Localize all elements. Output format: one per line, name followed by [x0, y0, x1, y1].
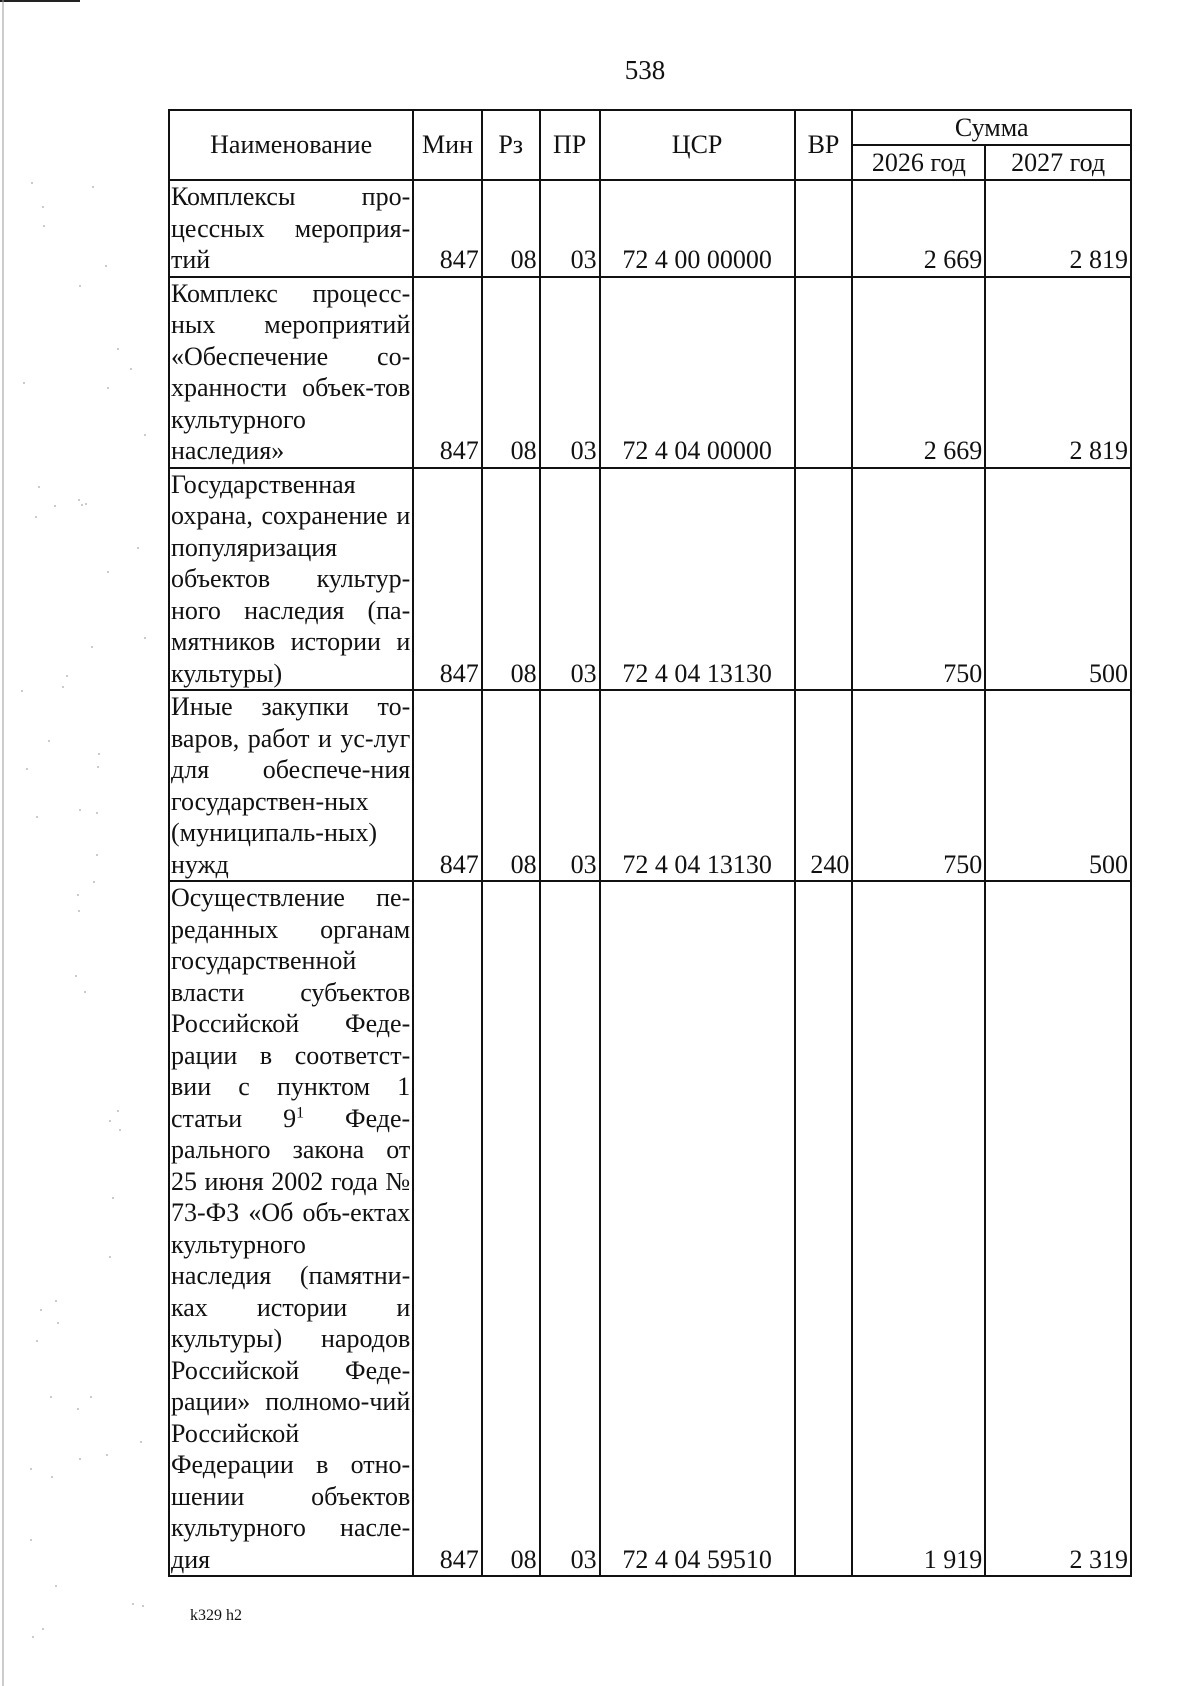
scan-noise-speck — [66, 675, 68, 677]
scan-noise-speck — [119, 1129, 121, 1131]
scan-noise-speck — [144, 637, 146, 639]
header-year-2026: 2026 год — [852, 145, 985, 180]
row-sum-2027: 500 — [985, 690, 1131, 881]
row-min: 847 — [413, 277, 482, 468]
row-name — [169, 881, 413, 1576]
scan-noise-speck — [117, 348, 119, 350]
scan-corner-line — [0, 0, 80, 2]
scan-noise-speck — [109, 1120, 111, 1122]
scan-noise-speck — [78, 499, 80, 501]
scan-noise-speck — [30, 1468, 32, 1470]
scan-noise-speck — [130, 368, 132, 370]
row-rz: 08 — [482, 690, 540, 881]
row-vr — [795, 468, 853, 691]
scan-noise-speck — [79, 1458, 81, 1460]
row-sum-2027: 2 819 — [985, 277, 1131, 468]
scan-noise-speck — [85, 503, 87, 505]
table-row — [169, 881, 1131, 1576]
row-name-part: Осуществление пе-реданных органам государственной власти субъектов Российской Феде-рации в соответст-вии с пунктом 1 статьи 9 — [171, 883, 411, 1133]
row-sum-2027: 500 — [985, 468, 1131, 691]
scan-noise-speck — [142, 1605, 144, 1607]
scan-noise-speck — [106, 1454, 108, 1456]
row-name-superscript: 1 — [296, 1103, 305, 1121]
table-row — [169, 690, 1131, 881]
row-rz: 08 — [482, 277, 540, 468]
scan-noise-speck — [81, 504, 83, 506]
scan-noise-speck — [96, 854, 98, 856]
scan-noise-speck — [38, 486, 40, 488]
row-min: 847 — [413, 180, 482, 277]
row-min: 847 — [413, 690, 482, 881]
budget-table — [168, 109, 1132, 1577]
scan-noise-speck — [40, 1309, 42, 1311]
row-pr: 03 — [540, 690, 600, 881]
row-sum-2026: 1 919 — [852, 881, 985, 1576]
scan-noise-speck — [84, 991, 86, 993]
row-min: 847 — [413, 468, 482, 691]
scan-noise-speck — [144, 434, 146, 436]
row-sum-2027: 2 319 — [985, 881, 1131, 1576]
scan-noise-speck — [112, 1197, 114, 1199]
row-sum-2026: 2 669 — [852, 277, 985, 468]
scan-noise-speck — [96, 812, 98, 814]
scan-noise-speck — [32, 1636, 34, 1638]
scan-noise-speck — [42, 1628, 44, 1630]
row-sum-2026: 750 — [852, 690, 985, 881]
scan-noise-speck — [35, 516, 37, 518]
row-pr: 03 — [540, 468, 600, 691]
header-year-2027: 2027 год — [985, 145, 1131, 180]
header-rz: Рз — [482, 110, 540, 180]
scan-noise-speck — [107, 387, 109, 389]
scan-noise-speck — [50, 1396, 52, 1398]
scan-noise-speck — [98, 753, 100, 755]
table-row — [169, 277, 1131, 468]
row-vr — [795, 881, 853, 1576]
footer-code: k329 h2 — [190, 1607, 242, 1624]
scan-noise-speck — [137, 547, 139, 549]
scan-noise-speck — [21, 690, 23, 692]
scan-noise-speck — [26, 768, 28, 770]
row-vr — [795, 277, 853, 468]
row-rz: 08 — [482, 468, 540, 691]
scan-noise-speck — [43, 225, 45, 227]
scan-noise-speck — [62, 686, 64, 688]
scan-noise-speck — [55, 1300, 57, 1302]
scan-noise-speck — [31, 182, 33, 184]
scan-noise-speck — [75, 975, 77, 977]
scan-noise-speck — [92, 186, 94, 188]
header-vr: ВР — [795, 110, 853, 180]
row-name-part: Феде-рального закона от 25 июня 2002 года № 73-ФЗ «Об объ-ектах культурного наследия (памятни-ках истории и культуры) народов Российской Феде-рации» полномо-чий Российской Федерации в отно-шении объектов культурного насле-дия — [171, 1103, 411, 1574]
row-sum-2027: 2 819 — [985, 180, 1131, 277]
scan-noise-speck — [48, 740, 50, 742]
header-csr: ЦСР — [600, 110, 795, 180]
row-csr: 72 4 04 13130 — [600, 690, 795, 881]
row-pr: 03 — [540, 277, 600, 468]
scan-noise-speck — [42, 206, 44, 208]
scan-noise-speck — [77, 1408, 79, 1410]
row-csr: 72 4 04 13130 — [600, 468, 795, 691]
row-pr: 03 — [540, 881, 600, 1576]
scan-noise-speck — [109, 1256, 111, 1258]
scan-noise-speck — [97, 766, 99, 768]
scan-noise-speck — [90, 1396, 92, 1398]
row-csr: 72 4 04 00000 — [600, 277, 795, 468]
row-vr — [795, 180, 853, 277]
scan-noise-speck — [79, 285, 81, 287]
scan-noise-speck — [57, 1322, 59, 1324]
row-name: Иные закупки то-варов, работ и ус-луг для обеспече-ния государствен-ных (муниципаль-ных) нужд — [169, 690, 413, 881]
scan-left-edge — [2, 0, 4, 1686]
scan-noise-speck — [23, 382, 25, 384]
row-sum-2026: 2 669 — [852, 180, 985, 277]
row-name: Государственная охрана, сохранение и популяризация объектов культур-ного наследия (па-мятников истории и культуры) — [169, 468, 413, 691]
scan-noise-speck — [132, 1603, 134, 1605]
scan-noise-speck — [54, 505, 56, 507]
scan-noise-speck — [91, 646, 93, 648]
row-csr: 72 4 00 00000 — [600, 180, 795, 277]
row-name: Комплексы про-цессных мероприя-тий — [169, 180, 413, 277]
header-pr: ПР — [540, 110, 600, 180]
scan-noise-speck — [117, 1110, 119, 1112]
row-pr: 03 — [540, 180, 600, 277]
row-sum-2026: 750 — [852, 468, 985, 691]
row-rz: 08 — [482, 881, 540, 1576]
row-rz: 08 — [482, 180, 540, 277]
scan-noise-speck — [140, 1441, 142, 1443]
page-number: 538 — [624, 55, 666, 85]
row-min: 847 — [413, 881, 482, 1576]
header-sum: Сумма — [852, 110, 1131, 145]
table-header — [169, 110, 1131, 180]
scan-noise-speck — [36, 816, 38, 818]
scan-noise-speck — [107, 571, 109, 573]
table-row — [169, 180, 1131, 277]
scan-noise-speck — [93, 881, 95, 883]
header-min: Мин — [413, 110, 482, 180]
scan-noise-speck — [77, 894, 79, 896]
row-vr: 240 — [795, 690, 853, 881]
row-csr: 72 4 04 59510 — [600, 881, 795, 1576]
scan-noise-speck — [55, 1585, 57, 1587]
scan-noise-speck — [79, 809, 81, 811]
scan-noise-speck — [36, 1340, 38, 1342]
row-name: Комплекс процесс-ных мероприятий «Обеспечение со-хранности объек-тов культурного наследия» — [169, 277, 413, 468]
scan-noise-speck — [78, 910, 80, 912]
table-row — [169, 468, 1131, 691]
header-name: Наименование — [169, 110, 413, 180]
scan-noise-speck — [105, 265, 107, 267]
scan-noise-speck — [30, 1539, 32, 1541]
scan-noise-speck — [51, 1476, 53, 1478]
